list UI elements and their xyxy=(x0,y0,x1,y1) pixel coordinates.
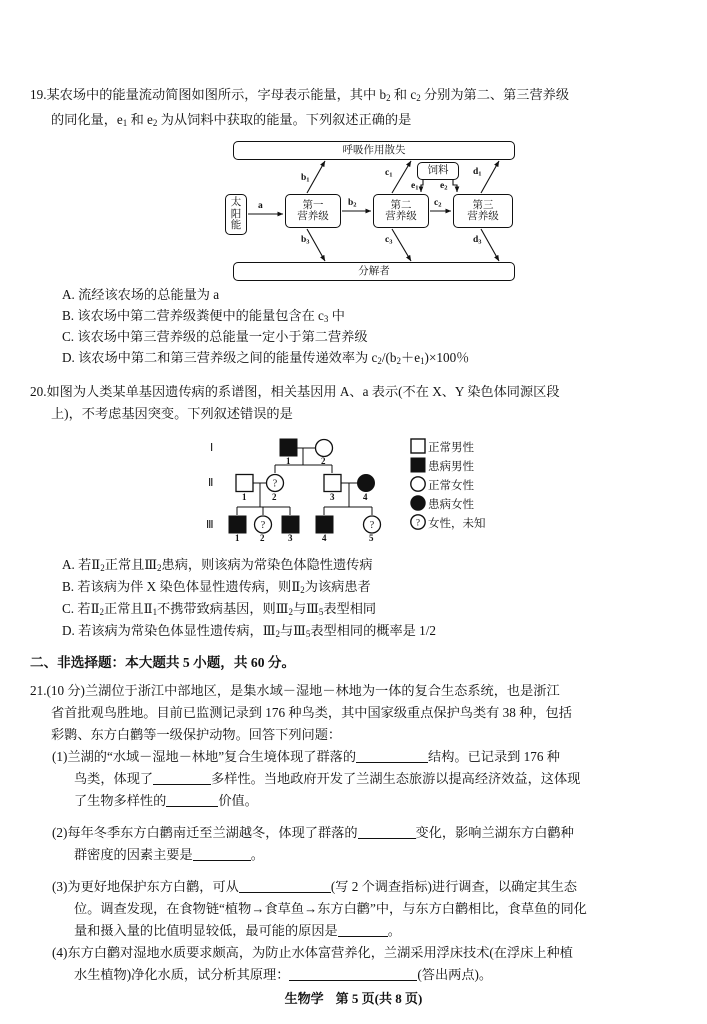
question-21-stem-line-2: 省首批观鸟胜地。目前已监测记录到 176 种鸟类，其中国家级重点保护鸟类有 38 种，包括 xyxy=(51,705,572,720)
pedigree-generation-2: Ⅱ xyxy=(208,477,214,489)
svg-text:?: ? xyxy=(272,478,278,490)
question-20-number: 20. xyxy=(30,384,47,399)
sub-1-line-1: 兰湖的“水域－湿地－林地”复合生境体现了群落的 结构。已记录到 176 种 xyxy=(67,749,560,764)
pedigree-generation-3: Ⅲ xyxy=(206,519,214,531)
question-20-option-b: B. 若该病为伴 X 染色体显性遗传病，则$Ⅱ_2$为该病患者 xyxy=(62,579,371,595)
sub-1-line-2: 鸟类，体现了 多样性。当地政府开发了兰湖生态旅游以提高经济效益，这体现 xyxy=(74,771,581,786)
sub-1-line-3: 了生物多样性的 价值。 xyxy=(74,793,258,808)
sub-3-line-3: 量和摄入量的比值明显较低，最可能的原因是 。 xyxy=(74,923,401,938)
question-19-stem-line-1: 某农场中的能量流动简图如图所示，字母表示能量，其中 $b_2$ 和 $c_2$ 分别为第二、第三营养级 xyxy=(46,87,570,103)
sub-1-marker: (1) xyxy=(52,749,68,764)
arrow-label-e1: $e_1$ xyxy=(411,181,419,192)
answer-blank-3-2[interactable] xyxy=(338,936,388,937)
arrow-label-b1: $b_1$ xyxy=(301,173,310,184)
page-footer xyxy=(0,988,707,1007)
answer-blank-3-1[interactable] xyxy=(239,892,331,893)
arrow-label-c3: $c_3$ xyxy=(385,235,393,246)
pedigree-id-II-4: 4 xyxy=(363,492,368,502)
legend-label-normal-male: 正常男性 xyxy=(428,442,474,454)
question-19-option-c: C. 该农场中第三营养级的总能量一定小于第二营养级 xyxy=(62,329,368,344)
sub-4-marker: (4) xyxy=(52,945,68,960)
respiration-loss-box: 呼吸作用散失 xyxy=(233,141,515,160)
section-2-heading-body: 本大题共 5 小题，共 60 分。 xyxy=(125,655,296,670)
arrow-label-b2: $b_2$ xyxy=(348,198,357,209)
trophic-level-1-box: 第一 营养级 xyxy=(285,194,341,228)
question-19-number: 19. xyxy=(30,87,47,102)
question-20-stem xyxy=(30,381,678,425)
answer-blank-1-1[interactable] xyxy=(356,762,428,763)
sub-2-line-1: 每年冬季东方白鹳南迁至兰湖越冬，体现了群落的 变化，影响兰湖东方白鹳种 xyxy=(67,825,574,840)
question-21-number: 21. xyxy=(30,683,47,698)
svg-text:?: ? xyxy=(416,517,420,528)
trophic-level-3-box: 第三 营养级 xyxy=(453,194,513,228)
legend-label-affected-female: 患病女性 xyxy=(428,499,474,511)
question-21-stem-line-3: 彩鹮、东方白鹳等一级保护动物。回答下列问题： xyxy=(51,727,342,742)
feed-box: 饲料 xyxy=(417,162,459,180)
question-21-sub-4 xyxy=(52,942,678,986)
legend-label-normal-female: 正常女性 xyxy=(428,480,474,492)
svg-text:?: ? xyxy=(369,520,375,532)
pedigree-id-II-1: 1 xyxy=(242,492,247,502)
answer-blank-1-2[interactable] xyxy=(153,784,211,785)
footer-page-number: 第 5 页(共 8 页) xyxy=(335,991,423,1006)
solar-energy-box: 太 阳 能 xyxy=(225,194,247,235)
sub-2-marker: (2) xyxy=(52,825,68,840)
arrow-label-c1: $c_1$ xyxy=(385,168,393,179)
pedigree-id-I-2: 2 xyxy=(321,456,326,466)
sub-3-line-1: 为更好地保护东方白鹳，可从 (写 2 个调查指标)进行调查，以确定其生态 xyxy=(67,879,577,894)
pedigree-id-III-4: 4 xyxy=(322,533,327,543)
answer-blank-2-2[interactable] xyxy=(193,860,251,861)
energy-flow-diagram xyxy=(225,141,515,281)
arrow-label-b3: $b_3$ xyxy=(301,235,310,246)
pedigree-id-II-2: 2 xyxy=(272,492,277,502)
question-20-stem-line-2: 上)，不考虑基因突变。下列叙述错误的是 xyxy=(51,406,293,421)
question-19-option-a: A. 流经该农场的总能量为 a xyxy=(62,287,220,302)
question-21-stem xyxy=(30,680,678,746)
question-21-sub-2 xyxy=(52,822,678,866)
question-20-option-a: A. 若$Ⅱ_2$正常且$Ⅲ_2$患病，则该病为常染色体隐性遗传病 xyxy=(62,557,373,573)
arrow-label-c2: $c_2$ xyxy=(434,198,442,209)
legend-label-affected-male: 患病男性 xyxy=(428,461,474,473)
pedigree-id-III-5: 5 xyxy=(369,533,374,543)
question-20-stem-line-1: 如图为人类某单基因遗传病的系谱图，相关基因用 A、a 表示(不在 X、Y 染色体同源区段 xyxy=(46,384,560,399)
answer-blank-4-1[interactable] xyxy=(289,980,417,981)
section-2-heading-prefix: 二、非选择题： xyxy=(30,655,126,670)
pedigree-diagram xyxy=(206,437,518,543)
question-19-stem-line-2: 的同化量，$e_1$ 和 $e_2$ 为从饲料中获取的能量。下列叙述正确的是 xyxy=(51,111,412,128)
question-20-option-d: D. 若该病为常染色体显性遗传病，$Ⅲ_2$与$Ⅲ_5$表型相同的概率是 1/2 xyxy=(62,623,436,639)
sub-3-marker: (3) xyxy=(52,879,68,894)
question-19-option-b: B. 该农场中第二营养级粪便中的能量包含在 $c_3$ 中 xyxy=(62,308,345,324)
sub-4-line-1: 东方白鹳对湿地水质要求颇高，为防止水体富营养化，兰湖采用浮床技术(在浮床上种植 xyxy=(67,945,573,960)
question-20-option-c: C. 若$Ⅱ_2$正常且$Ⅱ_1$不携带致病基因，则$Ⅲ_2$与$Ⅲ_5$表型相同 xyxy=(62,601,377,617)
pedigree-id-III-2: 2 xyxy=(260,533,265,543)
sub-3-line-2: 位。调查发现，在食物链“植物→食草鱼→东方白鹳”中，与东方白鹳相比，食草鱼的同化 xyxy=(74,901,587,916)
legend-label-unknown-female: 女性，未知 xyxy=(428,518,486,530)
section-2-heading xyxy=(30,651,295,671)
question-21-stem-line-1: (10 分)兰湖位于浙江中部地区，是集水域－湿地－林地为一体的复合生态系统，也是浙江 xyxy=(46,683,560,698)
answer-blank-1-3[interactable] xyxy=(166,806,218,807)
pedigree-id-III-3: 3 xyxy=(288,533,293,543)
pedigree-id-III-1: 1 xyxy=(235,533,240,543)
sub-2-line-2: 群密度的因素主要是 。 xyxy=(74,847,264,862)
pedigree-id-II-3: 3 xyxy=(330,492,335,502)
question-19-option-d: D. 该农场中第二和第三营养级之间的能量传递效率为 $c_2/(b_2+e_1)\times 100$％ xyxy=(62,350,470,366)
question-19-stem xyxy=(30,84,678,134)
footer-subject: 生物学 xyxy=(284,991,324,1006)
question-21-sub-1 xyxy=(52,746,678,812)
answer-blank-2-1[interactable] xyxy=(358,838,416,839)
trophic-level-2-box: 第二 营养级 xyxy=(373,194,429,228)
pedigree-generation-1: Ⅰ xyxy=(210,442,214,454)
question-21-sub-3 xyxy=(52,876,678,942)
svg-text:?: ? xyxy=(260,520,266,532)
arrow-label-e2: $e_2$ xyxy=(440,181,448,192)
arrow-label-a: a xyxy=(258,201,263,211)
arrow-label-d1: $d_1$ xyxy=(473,167,482,178)
arrow-label-d3: $d_3$ xyxy=(473,235,482,246)
pedigree-id-I-1: 1 xyxy=(286,456,291,466)
decomposer-box: 分解者 xyxy=(233,262,515,281)
sub-4-line-2: 水生植物)净化水质，试分析其原理： (答出两点)。 xyxy=(74,967,493,982)
